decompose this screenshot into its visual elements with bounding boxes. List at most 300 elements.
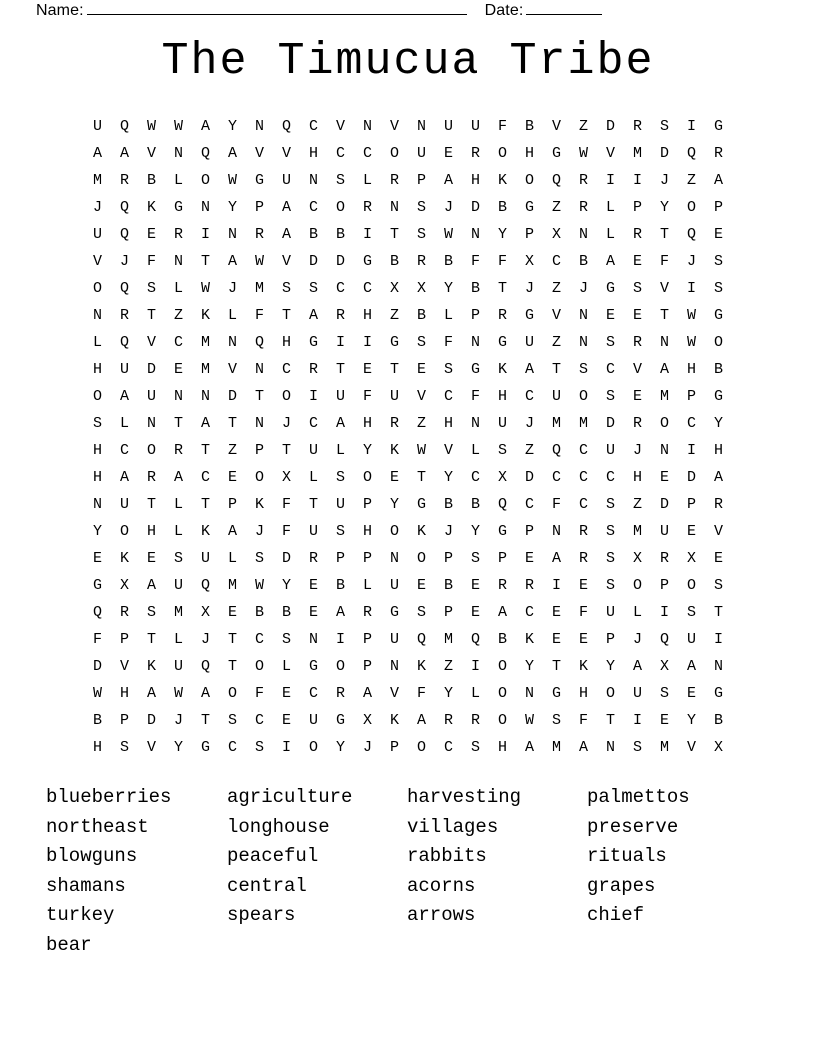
letter-cell[interactable]: R	[578, 199, 588, 216]
letter-cell[interactable]: C	[308, 415, 318, 432]
letter-cell[interactable]: W	[146, 118, 156, 135]
letter-cell[interactable]: S	[713, 577, 723, 594]
word-list-item[interactable]: grapes	[587, 874, 656, 897]
letter-cell[interactable]: V	[551, 307, 561, 324]
letter-cell[interactable]: R	[578, 550, 588, 567]
letter-cell[interactable]: C	[308, 118, 318, 135]
letter-cell[interactable]: N	[659, 334, 669, 351]
letter-cell[interactable]: K	[524, 631, 534, 648]
letter-cell[interactable]: L	[173, 172, 183, 189]
letter-cell[interactable]: E	[578, 631, 588, 648]
letter-cell[interactable]: O	[227, 685, 237, 702]
letter-cell[interactable]: W	[173, 685, 183, 702]
letter-cell[interactable]: S	[416, 604, 426, 621]
letter-cell[interactable]: E	[713, 550, 723, 567]
letter-cell[interactable]: O	[146, 442, 156, 459]
letter-cell[interactable]: Q	[119, 280, 129, 297]
letter-cell[interactable]: D	[470, 199, 480, 216]
letter-cell[interactable]: C	[335, 145, 345, 162]
letter-cell[interactable]: L	[605, 199, 615, 216]
letter-cell[interactable]: A	[713, 172, 723, 189]
letter-cell[interactable]: G	[605, 280, 615, 297]
letter-cell[interactable]: C	[551, 469, 561, 486]
letter-cell[interactable]: N	[470, 226, 480, 243]
letter-cell[interactable]: R	[443, 712, 453, 729]
letter-cell[interactable]: Q	[200, 577, 210, 594]
word-list-item[interactable]: longhouse	[227, 815, 330, 838]
letter-cell[interactable]: H	[497, 388, 507, 405]
word-list-item[interactable]: rituals	[587, 845, 667, 868]
letter-cell[interactable]: S	[713, 280, 723, 297]
letter-cell[interactable]: O	[362, 469, 372, 486]
letter-cell[interactable]: F	[470, 253, 480, 270]
letter-cell[interactable]: L	[227, 307, 237, 324]
letter-cell[interactable]: A	[443, 172, 453, 189]
letter-cell[interactable]: M	[254, 280, 264, 297]
letter-cell[interactable]: Q	[119, 118, 129, 135]
letter-cell[interactable]: P	[119, 631, 129, 648]
letter-cell[interactable]: W	[92, 685, 102, 702]
letter-cell[interactable]: T	[713, 604, 723, 621]
letter-cell[interactable]: Z	[173, 307, 183, 324]
letter-cell[interactable]: F	[281, 523, 291, 540]
letter-cell[interactable]: J	[254, 523, 264, 540]
letter-cell[interactable]: S	[659, 118, 669, 135]
letter-cell[interactable]: N	[173, 253, 183, 270]
letter-cell[interactable]: E	[524, 550, 534, 567]
letter-cell[interactable]: S	[632, 280, 642, 297]
letter-cell[interactable]: B	[92, 712, 102, 729]
letter-cell[interactable]: D	[335, 253, 345, 270]
letter-cell[interactable]: N	[200, 388, 210, 405]
letter-cell[interactable]: T	[389, 361, 399, 378]
letter-cell[interactable]: W	[416, 442, 426, 459]
letter-cell[interactable]: S	[551, 712, 561, 729]
letter-cell[interactable]: P	[632, 199, 642, 216]
letter-cell[interactable]: E	[416, 577, 426, 594]
letter-cell[interactable]: O	[497, 145, 507, 162]
letter-cell[interactable]: F	[497, 118, 507, 135]
letter-cell[interactable]: U	[470, 118, 480, 135]
letter-cell[interactable]: N	[578, 307, 588, 324]
letter-cell[interactable]: P	[497, 550, 507, 567]
letter-cell[interactable]: B	[254, 604, 264, 621]
letter-cell[interactable]: L	[470, 442, 480, 459]
letter-cell[interactable]: L	[362, 577, 372, 594]
letter-cell[interactable]: I	[362, 226, 372, 243]
letter-cell[interactable]: Q	[551, 172, 561, 189]
letter-cell[interactable]: U	[605, 604, 615, 621]
letter-cell[interactable]: Y	[443, 469, 453, 486]
letter-cell[interactable]: P	[605, 631, 615, 648]
letter-cell[interactable]: A	[227, 523, 237, 540]
letter-cell[interactable]: R	[389, 415, 399, 432]
word-list-item[interactable]: chief	[587, 904, 645, 927]
letter-cell[interactable]: W	[686, 307, 696, 324]
letter-cell[interactable]: R	[173, 226, 183, 243]
letter-cell[interactable]: V	[254, 145, 264, 162]
letter-cell[interactable]: J	[173, 712, 183, 729]
word-list-item[interactable]: agriculture	[227, 786, 353, 808]
letter-cell[interactable]: X	[524, 253, 534, 270]
word-list-item[interactable]: peaceful	[227, 845, 319, 868]
letter-cell[interactable]: S	[254, 739, 264, 756]
letter-cell[interactable]: R	[713, 145, 723, 162]
letter-cell[interactable]: O	[578, 388, 588, 405]
name-input-line[interactable]	[87, 2, 467, 15]
letter-cell[interactable]: G	[362, 253, 372, 270]
word-list-item[interactable]: northeast	[46, 815, 149, 838]
letter-cell[interactable]: C	[227, 739, 237, 756]
letter-cell[interactable]: E	[470, 577, 480, 594]
letter-cell[interactable]: G	[524, 199, 534, 216]
letter-cell[interactable]: O	[497, 658, 507, 675]
letter-cell[interactable]: T	[227, 415, 237, 432]
letter-cell[interactable]: R	[119, 604, 129, 621]
letter-cell[interactable]: P	[713, 199, 723, 216]
word-list-item[interactable]: spears	[227, 904, 296, 927]
letter-cell[interactable]: N	[92, 307, 102, 324]
letter-cell[interactable]: S	[470, 550, 480, 567]
letter-cell[interactable]: R	[578, 523, 588, 540]
letter-cell[interactable]: U	[524, 334, 534, 351]
letter-cell[interactable]: F	[416, 685, 426, 702]
letter-cell[interactable]: T	[227, 658, 237, 675]
letter-cell[interactable]: J	[524, 415, 534, 432]
letter-cell[interactable]: R	[416, 253, 426, 270]
letter-cell[interactable]: H	[92, 442, 102, 459]
letter-cell[interactable]: V	[659, 280, 669, 297]
letter-cell[interactable]: H	[308, 145, 318, 162]
letter-cell[interactable]: X	[659, 658, 669, 675]
letter-cell[interactable]: R	[308, 361, 318, 378]
letter-cell[interactable]: V	[443, 442, 453, 459]
letter-cell[interactable]: C	[686, 415, 696, 432]
letter-cell[interactable]: G	[308, 658, 318, 675]
letter-cell[interactable]: U	[335, 496, 345, 513]
letter-cell[interactable]: G	[497, 334, 507, 351]
letter-cell[interactable]: O	[389, 523, 399, 540]
letter-cell[interactable]: S	[713, 253, 723, 270]
letter-cell[interactable]: E	[632, 307, 642, 324]
letter-cell[interactable]: A	[362, 685, 372, 702]
letter-cell[interactable]: N	[578, 226, 588, 243]
letter-cell[interactable]: L	[443, 307, 453, 324]
letter-cell[interactable]: Z	[389, 307, 399, 324]
letter-grid-table[interactable]	[84, 113, 732, 761]
letter-cell[interactable]: N	[254, 415, 264, 432]
letter-cell[interactable]: Z	[524, 442, 534, 459]
letter-cell[interactable]: D	[524, 469, 534, 486]
letter-cell[interactable]: T	[200, 253, 210, 270]
letter-cell[interactable]: U	[416, 145, 426, 162]
letter-cell[interactable]: L	[173, 496, 183, 513]
letter-cell[interactable]: L	[173, 280, 183, 297]
letter-cell[interactable]: M	[551, 739, 561, 756]
letter-cell[interactable]: O	[389, 145, 399, 162]
letter-cell[interactable]: C	[335, 280, 345, 297]
letter-cell[interactable]: P	[362, 658, 372, 675]
letter-cell[interactable]: R	[632, 118, 642, 135]
letter-cell[interactable]: A	[200, 415, 210, 432]
letter-cell[interactable]: V	[146, 145, 156, 162]
letter-cell[interactable]: N	[92, 496, 102, 513]
letter-cell[interactable]: R	[308, 550, 318, 567]
letter-cell[interactable]: T	[200, 442, 210, 459]
letter-cell[interactable]: S	[173, 550, 183, 567]
letter-cell[interactable]: S	[470, 739, 480, 756]
letter-cell[interactable]: F	[254, 685, 264, 702]
word-list-item[interactable]: rabbits	[407, 845, 487, 868]
letter-cell[interactable]: G	[389, 604, 399, 621]
letter-cell[interactable]: S	[308, 280, 318, 297]
letter-cell[interactable]: A	[713, 469, 723, 486]
letter-cell[interactable]: A	[119, 388, 129, 405]
letter-cell[interactable]: H	[632, 469, 642, 486]
letter-cell[interactable]: O	[713, 334, 723, 351]
letter-cell[interactable]: U	[308, 442, 318, 459]
letter-cell[interactable]: G	[713, 307, 723, 324]
letter-cell[interactable]: P	[470, 307, 480, 324]
letter-cell[interactable]: S	[605, 577, 615, 594]
letter-cell[interactable]: I	[605, 172, 615, 189]
letter-cell[interactable]: L	[173, 523, 183, 540]
letter-cell[interactable]: C	[173, 334, 183, 351]
letter-cell[interactable]: F	[362, 388, 372, 405]
letter-cell[interactable]: P	[524, 523, 534, 540]
letter-cell[interactable]: W	[524, 712, 534, 729]
letter-cell[interactable]: X	[389, 280, 399, 297]
letter-cell[interactable]: J	[92, 199, 102, 216]
letter-cell[interactable]: R	[470, 712, 480, 729]
letter-cell[interactable]: P	[119, 712, 129, 729]
letter-cell[interactable]: W	[254, 253, 264, 270]
letter-cell[interactable]: I	[200, 226, 210, 243]
letter-cell[interactable]: S	[146, 604, 156, 621]
letter-cell[interactable]: T	[200, 496, 210, 513]
letter-cell[interactable]: U	[308, 712, 318, 729]
letter-cell[interactable]: B	[470, 280, 480, 297]
letter-cell[interactable]: I	[713, 631, 723, 648]
letter-cell[interactable]: F	[92, 631, 102, 648]
letter-cell[interactable]: B	[497, 199, 507, 216]
letter-cell[interactable]: F	[497, 253, 507, 270]
letter-cell[interactable]: Z	[551, 334, 561, 351]
letter-cell[interactable]: E	[443, 145, 453, 162]
letter-cell[interactable]: G	[524, 307, 534, 324]
letter-cell[interactable]: I	[308, 388, 318, 405]
letter-cell[interactable]: C	[443, 388, 453, 405]
letter-cell[interactable]: V	[389, 118, 399, 135]
letter-cell[interactable]: A	[308, 307, 318, 324]
letter-cell[interactable]: R	[119, 172, 129, 189]
letter-cell[interactable]: W	[227, 172, 237, 189]
letter-cell[interactable]: W	[254, 577, 264, 594]
letter-cell[interactable]: O	[416, 739, 426, 756]
letter-cell[interactable]: S	[443, 361, 453, 378]
letter-cell[interactable]: U	[281, 172, 291, 189]
letter-cell[interactable]: O	[416, 550, 426, 567]
letter-cell[interactable]: M	[443, 631, 453, 648]
letter-cell[interactable]: L	[335, 442, 345, 459]
letter-cell[interactable]: A	[335, 604, 345, 621]
letter-cell[interactable]: O	[686, 577, 696, 594]
letter-cell[interactable]: S	[578, 361, 588, 378]
letter-cell[interactable]: P	[443, 550, 453, 567]
letter-cell[interactable]: F	[659, 253, 669, 270]
letter-cell[interactable]: D	[659, 145, 669, 162]
letter-cell[interactable]: S	[335, 172, 345, 189]
letter-cell[interactable]: R	[335, 685, 345, 702]
word-list-item[interactable]: arrows	[407, 904, 476, 927]
letter-cell[interactable]: A	[686, 658, 696, 675]
letter-cell[interactable]: W	[173, 118, 183, 135]
letter-cell[interactable]: X	[497, 469, 507, 486]
letter-cell[interactable]: G	[200, 739, 210, 756]
letter-cell[interactable]: T	[173, 415, 183, 432]
letter-cell[interactable]: N	[146, 415, 156, 432]
letter-cell[interactable]: P	[416, 172, 426, 189]
word-list-item[interactable]: palmettos	[587, 786, 690, 808]
letter-cell[interactable]: M	[659, 388, 669, 405]
letter-cell[interactable]: B	[470, 496, 480, 513]
letter-cell[interactable]: O	[497, 685, 507, 702]
letter-cell[interactable]: V	[281, 145, 291, 162]
letter-cell[interactable]: E	[308, 604, 318, 621]
letter-cell[interactable]: U	[92, 118, 102, 135]
letter-cell[interactable]: M	[632, 523, 642, 540]
letter-cell[interactable]: Y	[443, 280, 453, 297]
letter-cell[interactable]: V	[281, 253, 291, 270]
letter-cell[interactable]: G	[389, 334, 399, 351]
letter-cell[interactable]: P	[227, 496, 237, 513]
letter-cell[interactable]: S	[686, 604, 696, 621]
word-list-item[interactable]: villages	[407, 815, 499, 838]
letter-cell[interactable]: R	[119, 307, 129, 324]
letter-cell[interactable]: Y	[659, 199, 669, 216]
letter-cell[interactable]: T	[146, 631, 156, 648]
letter-cell[interactable]: M	[200, 361, 210, 378]
letter-cell[interactable]: W	[200, 280, 210, 297]
letter-cell[interactable]: Q	[470, 631, 480, 648]
letter-cell[interactable]: G	[335, 712, 345, 729]
letter-cell[interactable]: A	[281, 226, 291, 243]
letter-cell[interactable]: A	[227, 253, 237, 270]
letter-cell[interactable]: S	[335, 469, 345, 486]
word-list-item[interactable]: preserve	[587, 815, 679, 838]
letter-cell[interactable]: N	[578, 334, 588, 351]
letter-cell[interactable]: C	[551, 253, 561, 270]
letter-cell[interactable]: E	[146, 226, 156, 243]
letter-cell[interactable]: Q	[200, 145, 210, 162]
letter-cell[interactable]: U	[119, 496, 129, 513]
letter-cell[interactable]: O	[524, 172, 534, 189]
letter-cell[interactable]: J	[524, 280, 534, 297]
letter-cell[interactable]: Y	[227, 199, 237, 216]
letter-cell[interactable]: U	[389, 631, 399, 648]
letter-cell[interactable]: S	[605, 496, 615, 513]
word-search-grid[interactable]	[84, 113, 732, 761]
letter-cell[interactable]: B	[578, 253, 588, 270]
letter-cell[interactable]: C	[362, 145, 372, 162]
word-list-item[interactable]: blowguns	[46, 845, 138, 868]
letter-cell[interactable]: A	[497, 604, 507, 621]
letter-cell[interactable]: I	[335, 631, 345, 648]
letter-cell[interactable]: A	[632, 658, 642, 675]
letter-cell[interactable]: R	[362, 604, 372, 621]
letter-cell[interactable]: G	[497, 523, 507, 540]
word-list-item[interactable]: acorns	[407, 874, 476, 897]
letter-cell[interactable]: I	[659, 604, 669, 621]
letter-cell[interactable]: B	[416, 307, 426, 324]
letter-cell[interactable]: B	[308, 226, 318, 243]
letter-cell[interactable]: V	[686, 739, 696, 756]
letter-cell[interactable]: C	[578, 442, 588, 459]
letter-cell[interactable]: K	[578, 658, 588, 675]
letter-cell[interactable]: O	[497, 712, 507, 729]
letter-cell[interactable]: P	[443, 604, 453, 621]
letter-cell[interactable]: R	[254, 226, 264, 243]
letter-cell[interactable]: O	[335, 658, 345, 675]
letter-cell[interactable]: I	[632, 712, 642, 729]
letter-cell[interactable]: E	[416, 361, 426, 378]
letter-cell[interactable]: V	[389, 685, 399, 702]
letter-cell[interactable]: U	[659, 523, 669, 540]
letter-cell[interactable]: E	[281, 712, 291, 729]
letter-cell[interactable]: E	[227, 469, 237, 486]
letter-cell[interactable]: H	[92, 739, 102, 756]
letter-cell[interactable]: N	[227, 226, 237, 243]
letter-cell[interactable]: O	[254, 658, 264, 675]
letter-cell[interactable]: P	[254, 442, 264, 459]
letter-cell[interactable]: V	[335, 118, 345, 135]
letter-cell[interactable]: O	[200, 172, 210, 189]
letter-cell[interactable]: D	[227, 388, 237, 405]
letter-cell[interactable]: A	[227, 145, 237, 162]
letter-cell[interactable]: C	[281, 361, 291, 378]
letter-cell[interactable]: X	[686, 550, 696, 567]
letter-cell[interactable]: V	[146, 334, 156, 351]
letter-cell[interactable]: J	[659, 172, 669, 189]
letter-cell[interactable]: R	[713, 496, 723, 513]
letter-cell[interactable]: I	[686, 442, 696, 459]
letter-cell[interactable]: R	[524, 577, 534, 594]
letter-cell[interactable]: S	[497, 442, 507, 459]
letter-cell[interactable]: Q	[686, 226, 696, 243]
letter-cell[interactable]: X	[119, 577, 129, 594]
letter-cell[interactable]: U	[92, 226, 102, 243]
letter-cell[interactable]: A	[119, 469, 129, 486]
letter-cell[interactable]: C	[524, 388, 534, 405]
letter-cell[interactable]: D	[605, 118, 615, 135]
letter-cell[interactable]: R	[497, 307, 507, 324]
letter-cell[interactable]: T	[659, 307, 669, 324]
letter-cell[interactable]: Y	[524, 658, 534, 675]
letter-cell[interactable]: P	[335, 550, 345, 567]
letter-cell[interactable]: T	[416, 469, 426, 486]
letter-cell[interactable]: H	[281, 334, 291, 351]
letter-cell[interactable]: C	[308, 199, 318, 216]
letter-cell[interactable]: E	[92, 550, 102, 567]
letter-cell[interactable]: N	[713, 658, 723, 675]
letter-cell[interactable]: S	[92, 415, 102, 432]
letter-cell[interactable]: G	[713, 118, 723, 135]
letter-cell[interactable]: Y	[470, 523, 480, 540]
letter-cell[interactable]: Q	[497, 496, 507, 513]
letter-cell[interactable]: Z	[443, 658, 453, 675]
letter-cell[interactable]: R	[578, 172, 588, 189]
letter-cell[interactable]: P	[389, 739, 399, 756]
